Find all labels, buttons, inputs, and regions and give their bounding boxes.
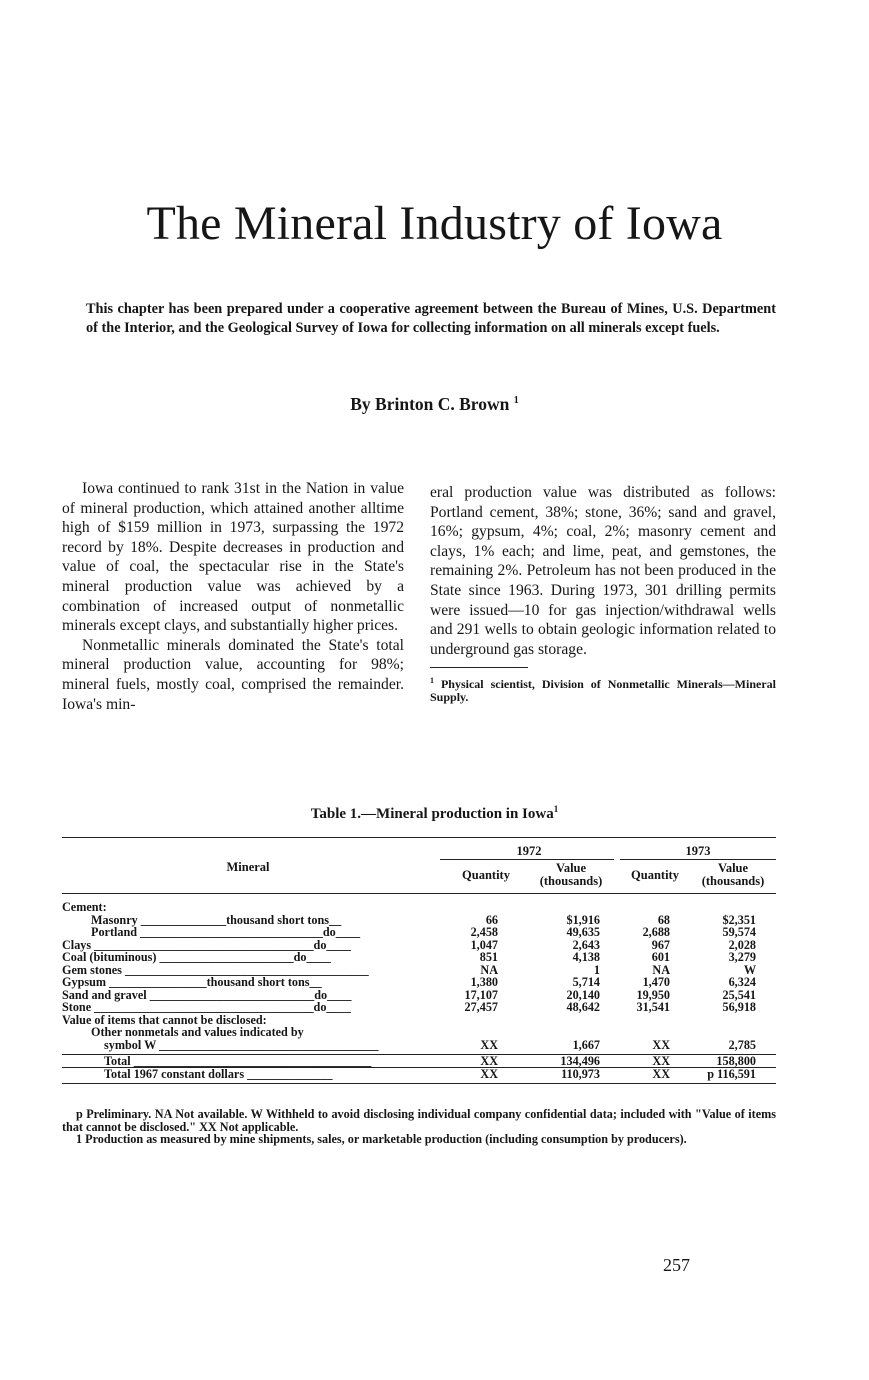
cell-value-1972: 5,714 xyxy=(572,975,600,989)
year-1972-rule xyxy=(440,859,614,860)
cell-quantity-1973: XX xyxy=(652,1053,670,1068)
header-value-1973 xyxy=(690,862,776,888)
cell-quantity-1973: 2,688 xyxy=(642,925,670,939)
cell-value-1973: 6,324 xyxy=(728,975,756,989)
cell-value-1973: 2,028 xyxy=(728,937,756,952)
row-label: Stone ____________________________________do____ xyxy=(62,1000,351,1014)
cell-value-1973: 25,541 xyxy=(722,987,756,1002)
header-quantity-1973: Quantity xyxy=(631,868,679,882)
cell-quantity-1972: 27,457 xyxy=(464,1000,498,1014)
table-body xyxy=(62,901,776,1082)
author-byline xyxy=(0,394,869,415)
table-row xyxy=(62,926,776,939)
cell-value-1973: $2,351 xyxy=(722,912,756,927)
header-quantity-1972: Quantity xyxy=(462,868,510,882)
cell-value-1972: 134,496 xyxy=(560,1053,600,1068)
author-footnote-mark: 1 xyxy=(513,395,519,407)
footnote-mark: 1 xyxy=(430,676,434,686)
header-value-line1: Value xyxy=(555,861,587,875)
cell-value-1973: 3,279 xyxy=(728,950,756,964)
cell-quantity-1972: XX xyxy=(480,1053,498,1068)
row-label: Other nonmetals and values indicated by xyxy=(91,1025,304,1039)
row-label: Clays ____________________________________do____ xyxy=(62,937,351,952)
cell-value-1972: 1,667 xyxy=(572,1037,600,1052)
row-label: Total 1967 constant dollars ______________ xyxy=(104,1067,333,1081)
row-label: symbol W ____________________________________ xyxy=(104,1037,379,1052)
cell-quantity-1973: 601 xyxy=(651,950,670,964)
table-title-mark: 1 xyxy=(553,804,559,814)
cell-value-1972: 110,973 xyxy=(561,1067,600,1081)
body-paragraph: eral production value was distributed as follows: Portland cement, 38%; stone, 36%; sand and gravel, 16%; gypsum, 4%; coal, 2%; masonry cement and clays, 1% each; and lime, peat, and gemstones, the remaining 2%. Petroleum has not been produced in the State since 1963. During 1973, 301 drilling permits were issued—10 for gas injection/withdrawal wells and 291 wells to obtain geologic information related to underground gas storage. xyxy=(430,484,776,658)
cell-value-1973: W xyxy=(743,962,756,977)
cell-quantity-1973: 31,541 xyxy=(636,1000,670,1014)
row-label: Cement: xyxy=(62,900,107,914)
cell-quantity-1972: NA xyxy=(480,962,498,977)
table-row xyxy=(62,951,776,964)
cell-quantity-1972: 851 xyxy=(479,950,498,964)
cell-value-1972: 49,635 xyxy=(566,925,600,939)
cell-quantity-1973: 967 xyxy=(651,937,670,952)
author-name: By Brinton C. Brown xyxy=(350,394,510,414)
cell-quantity-1972: XX xyxy=(480,1067,498,1081)
cell-quantity-1972: 1,047 xyxy=(470,937,498,952)
header-value-line1: Value xyxy=(717,861,749,875)
right-column xyxy=(430,483,776,704)
author-footnote xyxy=(430,674,776,704)
cell-value-1972: 1 xyxy=(593,962,600,977)
header-mineral: Mineral xyxy=(226,860,270,874)
left-column xyxy=(62,479,404,714)
table-row xyxy=(62,1039,776,1054)
cell-value-1972: 4,138 xyxy=(572,950,600,964)
table-row xyxy=(62,901,776,914)
cell-value-1973: 59,574 xyxy=(722,925,756,939)
row-label: Total _______________________________________ xyxy=(104,1053,372,1068)
table-title xyxy=(0,804,869,823)
cell-value-1973: 56,918 xyxy=(722,1000,756,1014)
header-value-line2: (thousands) xyxy=(539,874,603,888)
cell-value-1973: p 116,591 xyxy=(707,1067,756,1081)
table-row xyxy=(62,1001,776,1014)
cell-quantity-1973: 68 xyxy=(657,912,670,927)
cell-quantity-1972: 17,107 xyxy=(464,987,498,1002)
header-value-1972 xyxy=(528,862,614,888)
table-row xyxy=(62,1026,776,1039)
table-row xyxy=(62,976,776,989)
table-row xyxy=(62,1067,776,1081)
preface-note: This chapter has been prepared under a cooperative agreement between the Bureau of Mines, U.S. Department of the Interior, and the Geological Survey of Iowa for collecting information on all minerals except fuels. xyxy=(86,301,776,336)
table-note-footnote: 1 Production as measured by mine shipments, sales, or marketable production (including consumption by producers). xyxy=(76,1132,687,1146)
cell-quantity-1973: XX xyxy=(652,1067,670,1081)
header-value-line2: (thousands) xyxy=(701,874,765,888)
cell-value-1973: 158,800 xyxy=(716,1053,756,1068)
row-label: Masonry ______________thousand short tons__ xyxy=(91,912,342,927)
row-label: Gem stones ________________________________________ xyxy=(62,962,369,977)
body-paragraph: Iowa continued to rank 31st in the Nation in value of mineral production, which attained another alltime high of $159 million in 1973, surpassing the 1972 record by 18%. Despite decreases in production and value of coal, the spectacular rise in the State's mineral production value was achieved by a combination of increased output of nonmetallic minerals except clays, and substantially higher prices. xyxy=(62,480,404,635)
table-row xyxy=(62,1054,776,1068)
row-label: Gypsum ________________thousand short tons__ xyxy=(62,975,322,989)
header-bottom-rule xyxy=(62,893,776,894)
footnote-divider xyxy=(430,667,528,668)
row-label: Portland ______________________________do____ xyxy=(91,925,361,939)
cell-value-1972: 48,642 xyxy=(566,1000,600,1014)
table-note-legend: p Preliminary. NA Not available. W Withheld to avoid disclosing individual company confidential data; included with "Value of items that cannot be disclosed." XX Not applicable. xyxy=(62,1107,776,1134)
cell-quantity-1973: 1,470 xyxy=(642,975,670,989)
cell-value-1972: 20,140 xyxy=(566,987,600,1002)
cell-quantity-1972: XX xyxy=(480,1037,498,1052)
cell-value-1972: 2,643 xyxy=(572,937,600,952)
table-notes xyxy=(62,1108,776,1146)
body-paragraph: Nonmetallic minerals dominated the State's total mineral production value, accounting for 98%; mineral fuels, mostly coal, comprised the remainder. Iowa's min- xyxy=(62,636,404,713)
cell-quantity-1972: 66 xyxy=(485,912,498,927)
header-year-1973: 1973 xyxy=(685,844,711,858)
row-label: Sand and gravel ___________________________do____ xyxy=(62,987,352,1002)
row-label: Value of items that cannot be disclosed: xyxy=(62,1012,267,1027)
chapter-title: The Mineral Industry of Iowa xyxy=(146,197,723,250)
cell-quantity-1972: 1,380 xyxy=(470,975,498,989)
page-number: 257 xyxy=(663,1255,690,1275)
row-label: Coal (bituminous) ______________________do____ xyxy=(62,950,331,964)
table-title-text: Table 1.—Mineral production in Iowa xyxy=(310,806,554,822)
cell-quantity-1973: 19,950 xyxy=(636,987,670,1002)
table-bottom-rule xyxy=(62,1083,776,1084)
cell-quantity-1972: 2,458 xyxy=(470,925,498,939)
cell-quantity-1973: NA xyxy=(652,962,670,977)
cell-value-1972: $1,916 xyxy=(566,912,600,927)
cell-quantity-1973: XX xyxy=(652,1037,670,1052)
table-top-rule xyxy=(62,837,776,838)
year-1973-rule xyxy=(620,859,776,860)
header-year-1972: 1972 xyxy=(516,844,542,858)
cell-value-1973: 2,785 xyxy=(728,1037,756,1052)
footnote-text: Physical scientist, Division of Nonmetallic Minerals—Mineral Supply. xyxy=(430,677,776,705)
